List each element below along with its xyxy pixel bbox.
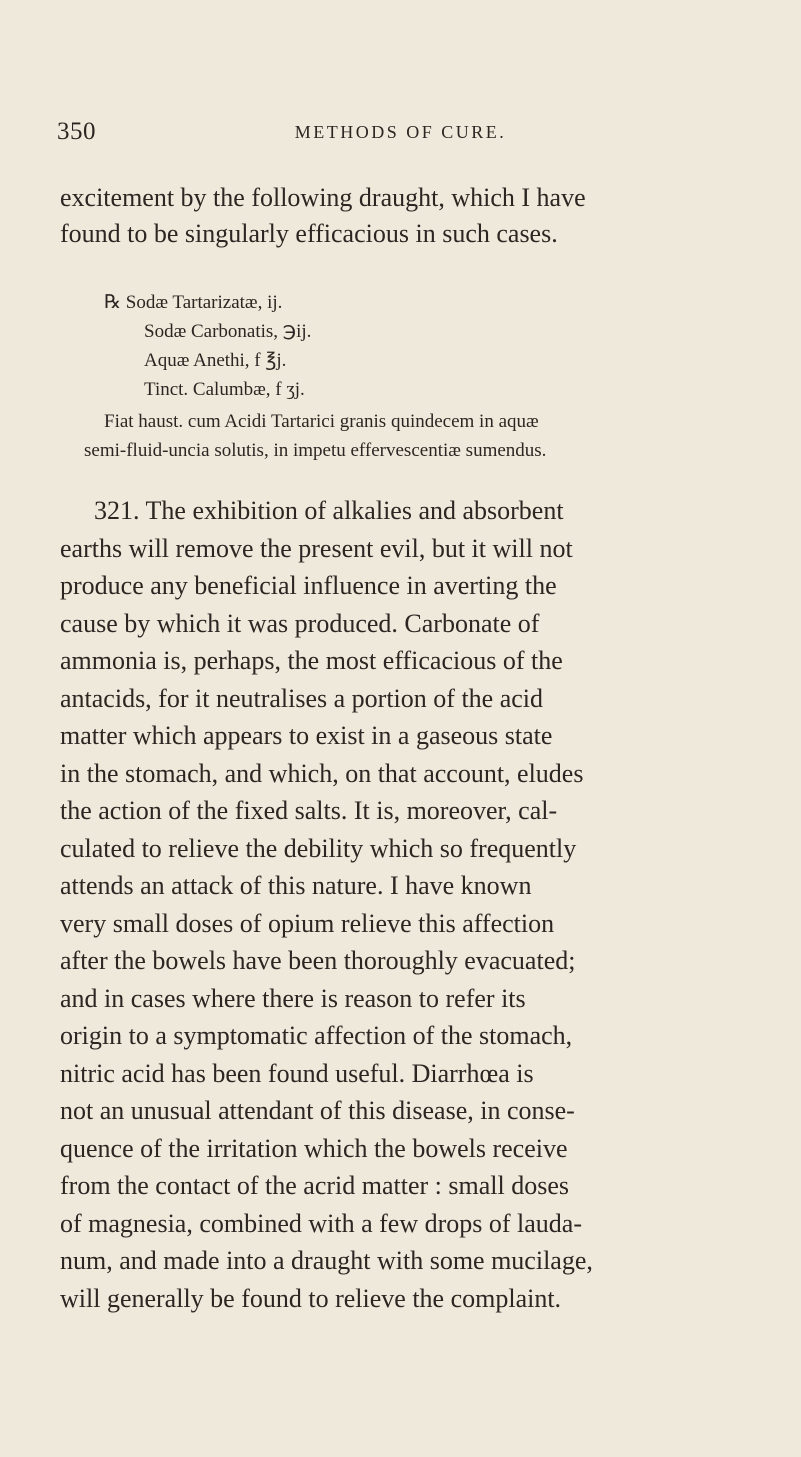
text-line: 321. The exhibition of alkalies and absorbent — [94, 496, 564, 525]
running-title: METHODS OF CURE. — [294, 122, 507, 142]
text-line: semi-fluid-uncia solutis, in impetu effervescentiæ sumendus. — [84, 440, 547, 461]
text-line: origin to a symptomatic affection of the stomach, — [60, 1021, 573, 1050]
text-line: attends an attack of this nature. I have known — [60, 871, 532, 900]
text-line: ammonia is, perhaps, the most efficacious of the — [60, 646, 563, 675]
prescription-ingredient: Aquæ Anethi, f ℥j. — [144, 350, 287, 371]
text-line: excitement by the following draught, which I have — [60, 183, 586, 212]
text-line: antacids, for it neutralises a portion of the acid — [60, 683, 544, 713]
text-line: not an unusual attendant of this disease, in conse- — [60, 1096, 575, 1125]
text-line: after the bowels have been thoroughly evacuated; — [60, 946, 576, 975]
text-line: quence of the irritation which the bowels receive — [60, 1133, 568, 1163]
paragraph-321 — [60, 492, 770, 1317]
text-line: the action of the fixed salts. It is, moreover, cal- — [60, 796, 558, 825]
text-line: culated to relieve the debility which so frequently — [60, 833, 577, 863]
text-line: matter which appears to exist in a gaseous state — [60, 721, 553, 750]
text-line: and in cases where there is reason to refer its — [60, 983, 526, 1013]
intro-text — [60, 180, 760, 252]
prescription-directions — [84, 407, 764, 465]
text-line: of magnesia, combined with a few drops of lauda- — [60, 1208, 583, 1238]
text-line: Fiat haust. cum Acidi Tartarici granis quindecem in aquæ — [104, 411, 539, 432]
text-line: num, and made into a draught with some mucilage, — [60, 1246, 593, 1275]
text-line: produce any beneficial influence in averting the — [60, 571, 557, 600]
text-line: cause by which it was produced. Carbonate of — [60, 608, 540, 638]
prescription — [84, 288, 764, 465]
page-number: 350 — [57, 118, 96, 145]
prescription-ingredient: ℞ Sodæ Tartarizatæ, ij. — [104, 292, 283, 313]
text-line: will generally be found to relieve the complaint. — [60, 1283, 562, 1313]
prescription-ingredient: Tinct. Calumbæ, f ʒj. — [144, 379, 305, 400]
page-header — [0, 118, 801, 158]
text-line: earths will remove the present evil, but it will not — [60, 533, 573, 563]
text-line: very small doses of opium relieve this affection — [60, 908, 555, 938]
text-line: in the stomach, and which, on that account, eludes — [60, 758, 584, 788]
text-line: nitric acid has been found useful. Diarrhœa is — [60, 1058, 534, 1088]
text-line: found to be singularly efficacious in such cases. — [60, 219, 558, 248]
text-line: from the contact of the acrid matter : small doses — [60, 1171, 569, 1200]
prescription-ingredient: Sodæ Carbonatis, ℈ij. — [144, 321, 312, 342]
